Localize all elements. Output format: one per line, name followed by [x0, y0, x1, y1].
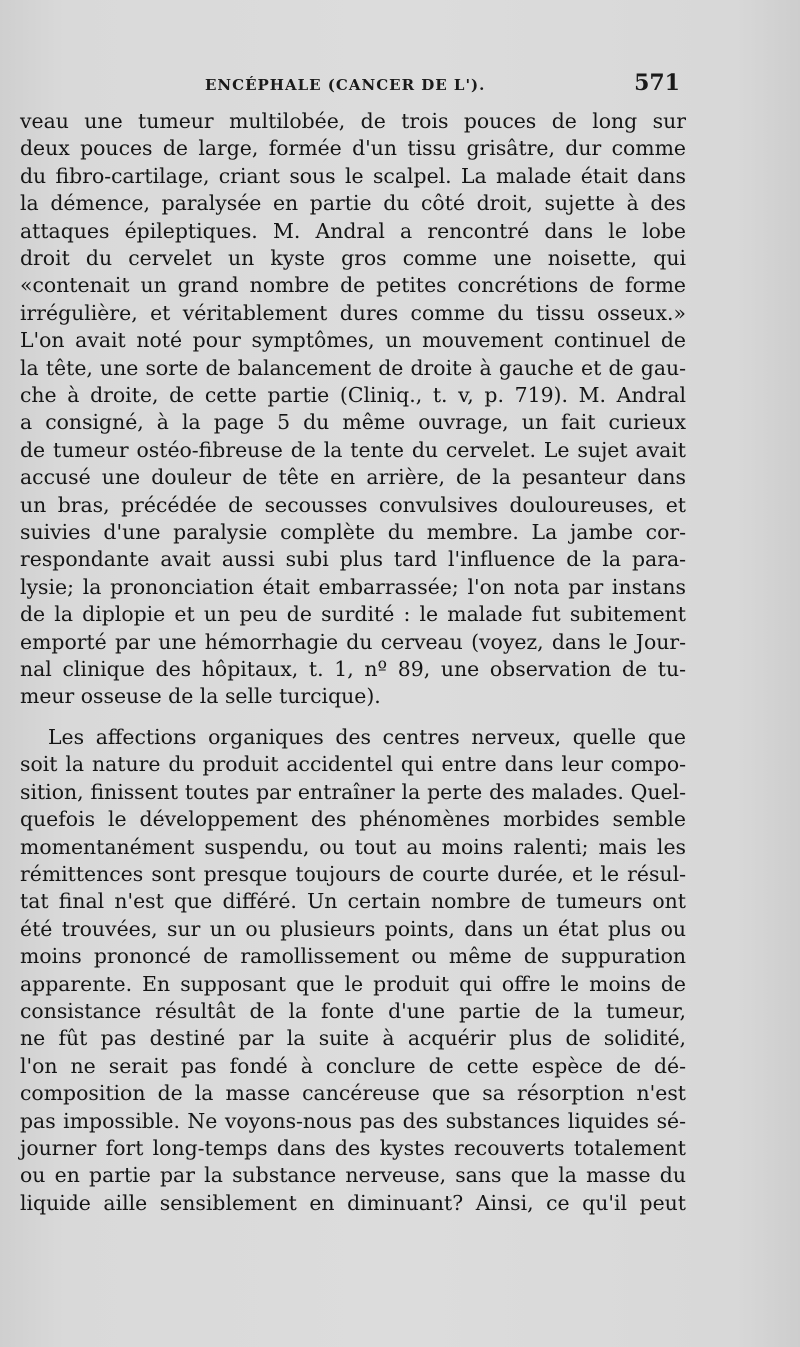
text-line: soit la nature du produit accidentel qui entre dans leur compo- — [20, 752, 686, 777]
text-line: ne fût pas destiné par la suite à acquérir plus de solidité, — [20, 1026, 686, 1051]
text-line: pas impossible. Ne voyons-nous pas des substances liquides sé- — [20, 1108, 686, 1133]
text-line: momentanément suspendu, ou tout au moins ralenti; mais les — [20, 834, 686, 859]
text-line: che à droite, de cette partie (Cliniq., t. v, p. 719). M. Andral — [20, 383, 686, 407]
text-line: quefois le développement des phénomènes morbides semble — [20, 807, 686, 832]
text-line: meur osseuse de la selle turcique). — [20, 684, 381, 709]
text-line: veau une tumeur multilobée, de trois pouces de long sur — [20, 109, 686, 133]
text-line: emporté par une hémorrhagie du cerveau (voyez, dans le Jour- — [20, 629, 686, 654]
text-line: la tête, une sorte de balancement de droite à gauche et de gau- — [20, 355, 686, 380]
text-line: apparente. En supposant que le produit qui offre le moins de — [20, 971, 686, 996]
text-line: rémittences sont presque toujours de courte durée, et le résul- — [20, 862, 686, 886]
text-line: a consigné, à la page 5 du même ouvrage, un fait curieux — [20, 410, 686, 435]
text-line: ou en partie par la substance nerveuse, sans que la masse du — [20, 1163, 686, 1188]
text-line: irrégulière, et véritablement dures comme du tissu osseux.» — [20, 300, 686, 325]
text-line: attaques épileptiques. M. Andral a rencontré dans le lobe — [20, 218, 686, 243]
text-line: un bras, précédée de secousses convulsives douloureuses, et — [20, 492, 686, 517]
text-line: deux pouces de large, formée d'un tissu grisâtre, dur comme — [20, 136, 686, 161]
text-line: accusé une douleur de tête en arrière, de la pesanteur dans — [20, 465, 686, 490]
text-line: «contenait un grand nombre de petites concrétions de forme — [20, 273, 686, 298]
text-line: l'on ne serait pas fondé à conclure de cette espèce de dé- — [20, 1053, 686, 1078]
text-line: tat final n'est que différé. Un certain nombre de tumeurs ont — [20, 889, 686, 914]
text-line: lysie; la prononciation était embarrassée; l'on nota par instans — [20, 574, 686, 599]
text-line: la démence, paralysée en partie du côté droit, sujette à des — [20, 191, 686, 216]
text-line: de la diplopie et un peu de surdité : le malade fut subitement — [20, 602, 686, 627]
text-line: sition, finissent toutes par entraîner la perte des malades. Quel- — [20, 779, 686, 804]
text-line: du fibro-cartilage, criant sous le scalpel. La malade était dans — [20, 163, 686, 188]
text-line: nal clinique des hôpitaux, t. 1, nº 89, une observation de tu- — [20, 657, 686, 681]
text-line: consistance résultât de la fonte d'une partie de la tumeur, — [20, 999, 686, 1023]
running-title: ENCÉPHALE (CANCER DE L'). — [205, 76, 486, 94]
text-line: été trouvées, sur un ou plusieurs points, dans un état plus ou — [20, 916, 686, 941]
text-line: moins prononcé de ramollissement ou même de suppuration — [20, 944, 686, 969]
text-line: journer fort long-temps dans des kystes recouverts totalement — [20, 1136, 686, 1160]
text-line: respondante avait aussi subi plus tard l'influence de la para- — [20, 547, 686, 572]
text-line: Les affections organiques des centres nerveux, quelle que — [48, 725, 686, 749]
text-line: L'on avait noté pour symptômes, un mouvement continuel de — [20, 328, 686, 353]
text-line: liquide aille sensiblement en diminuant? Ainsi, ce qu'il peut — [20, 1190, 686, 1215]
text-line: suivies d'une paralysie complète du membre. La jambe cor- — [20, 520, 686, 544]
text-line: droit du cervelet un kyste gros comme une noisette, qui — [20, 246, 686, 270]
text-line: composition de la masse cancéreuse que sa résorption n'est — [20, 1081, 686, 1106]
running-head — [205, 70, 680, 102]
page-number: 571 — [634, 70, 680, 96]
text-line: de tumeur ostéo-fibreuse de la tente du cervelet. Le sujet avait — [20, 437, 686, 462]
